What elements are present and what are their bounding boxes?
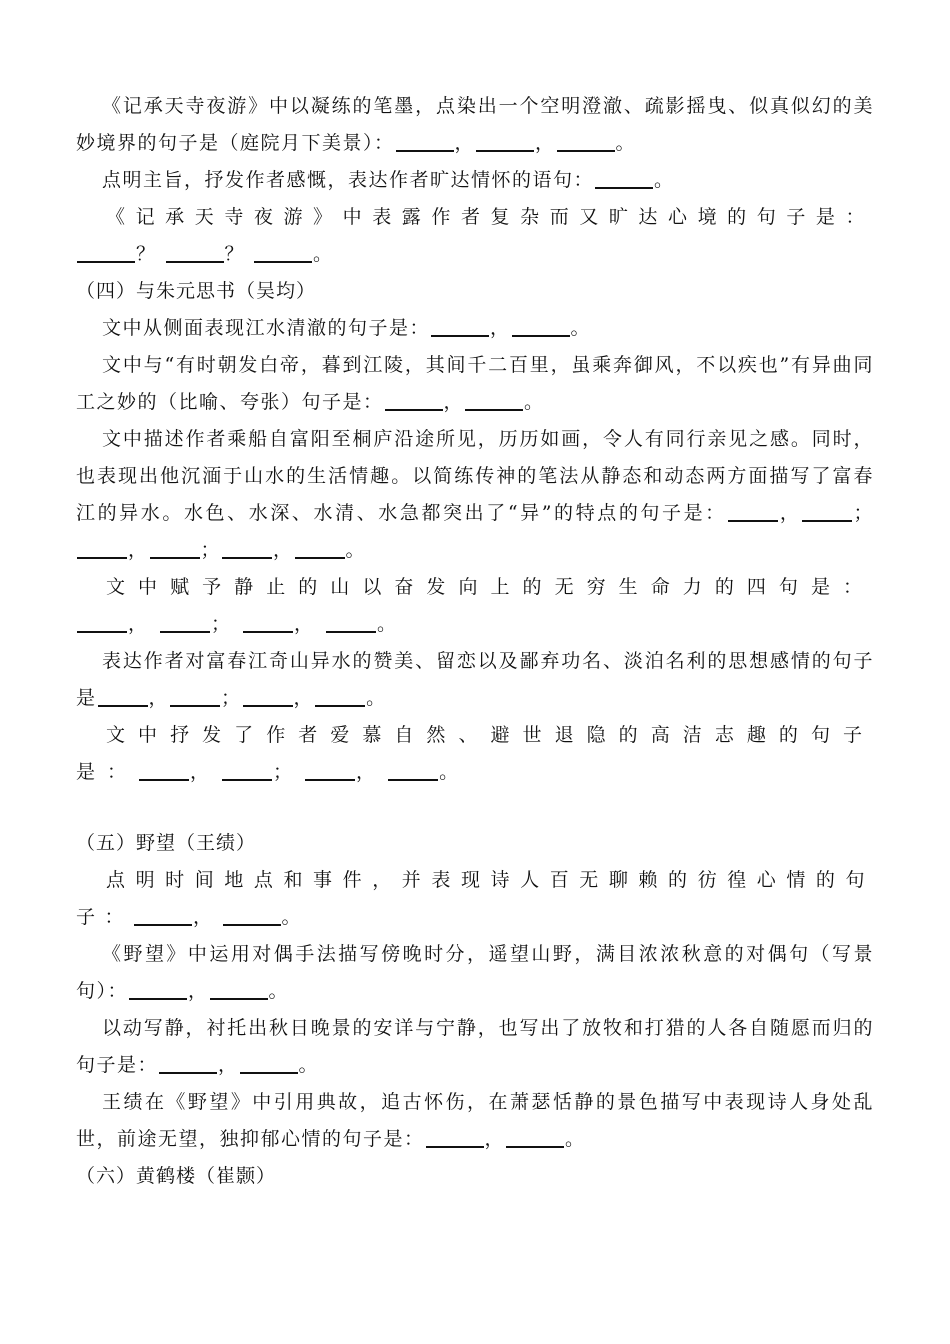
- question-text: 文中抒发了作者爱慕自然、避世退隐的高洁志趣的句子是：: [76, 724, 874, 783]
- question-text: 文中从侧面表现江水清澈的句子是：: [102, 317, 431, 339]
- answer-blank[interactable]: [295, 538, 345, 559]
- question-paragraph: 文中抒发了作者爱慕自然、避世退隐的高洁志趣的句子是： ， ； ， 。: [76, 724, 874, 783]
- question-text: 文中与“有时朝发白帝，暮到江陵，其间千二百里，虽乘奔御风，不以疾也”有异曲同工之妙的（比喻、夸张）句子是：: [76, 354, 874, 413]
- question-text: 文中描述作者乘船自富阳至桐庐沿途所见，历历如画，令人有同行亲见之感。同时，也表现出他沉湎于山水的生活情趣。以简练传神的笔法从静态和动态两方面描写了富春江的异水。水色、水深、水清、水急都突出了“异”的特点的句子是：: [76, 428, 874, 524]
- question-paragraph: 《记承天寺夜游》中以凝练的笔墨，点染出一个空明澄澈、疏影摇曳、似真似幻的美妙境界的句子是（庭院月下美景）： ， ， 。: [76, 95, 874, 154]
- answer-blank[interactable]: [305, 760, 355, 781]
- answer-blank[interactable]: [476, 131, 534, 152]
- question-paragraph: 文中从侧面表现江水清澈的句子是： ， 。: [102, 317, 592, 339]
- answer-blank[interactable]: [512, 316, 570, 337]
- question-paragraph: 文中描述作者乘船自富阳至桐庐沿途所见，历历如画，令人有同行亲见之感。同时，也表现出他沉湎于山水的生活情趣。以简练传神的笔法从静态和动态两方面描写了富春江的异水。水色、水深、水清、水急都突出了“异”的特点的句子是： ， ；， ； ， 。: [76, 428, 874, 561]
- answer-blank[interactable]: [243, 686, 293, 707]
- answer-blank[interactable]: [326, 612, 376, 633]
- answer-blank[interactable]: [728, 501, 778, 522]
- question-paragraph: 表达作者对富春江奇山异水的赞美、留恋以及鄙弃功名、淡泊名利的思想感情的句子是 ， ； ， 。: [76, 650, 874, 709]
- question-paragraph: 点明时间地点和事件，并表现诗人百无聊赖的彷徨心情的句子： ， 。: [76, 869, 874, 928]
- answer-blank[interactable]: [77, 612, 127, 633]
- answer-blank[interactable]: [595, 168, 653, 189]
- answer-blank[interactable]: [210, 979, 268, 1000]
- answer-blank[interactable]: [129, 979, 187, 1000]
- answer-blank[interactable]: [134, 905, 192, 926]
- answer-blank[interactable]: [240, 1053, 298, 1074]
- question-text: 文中赋予静止的山以奋发向上的无穷生命力的四句是：: [106, 576, 874, 598]
- question-text: 《记承天寺夜游》中以凝练的笔墨，点染出一个空明澄澈、疏影摇曳、似真似幻的美妙境界的句子是（庭院月下美景）：: [76, 95, 874, 154]
- answer-blank[interactable]: [388, 760, 438, 781]
- question-text: 以动写静，衬托出秋日晚景的安详与宁静，也写出了放牧和打猎的人各自随愿而归的句子是：: [76, 1017, 874, 1076]
- question-paragraph: 文中赋予静止的山以奋发向上的无穷生命力的四句是：， ； ， 。: [76, 569, 874, 643]
- question-text: 《记承天寺夜游》中表露作者复杂而又旷达心境的句子是：: [106, 206, 874, 228]
- answer-blank[interactable]: [396, 131, 454, 152]
- section-heading: （五）野望（王绩）: [76, 832, 257, 854]
- answer-blank[interactable]: [166, 242, 224, 263]
- answer-blank[interactable]: [77, 242, 135, 263]
- question-paragraph: 文中与“有时朝发白帝，暮到江陵，其间千二百里，虽乘奔御风，不以疾也”有异曲同工之妙的（比喻、夸张）句子是： ， 。: [76, 354, 874, 413]
- answer-blank[interactable]: [315, 686, 365, 707]
- answer-blank[interactable]: [254, 242, 312, 263]
- answer-blank[interactable]: [426, 1127, 484, 1148]
- question-text: 点明主旨，抒发作者感慨，表达作者旷达情怀的语句：: [102, 169, 595, 191]
- question-text: 王绩在《野望》中引用典故，追古怀伤，在萧瑟恬静的景色描写中表现诗人身处乱世，前途无望，独抑郁心情的句子是：: [76, 1091, 874, 1150]
- question-paragraph: 以动写静，衬托出秋日晚景的安详与宁静，也写出了放牧和打猎的人各自随愿而归的句子是： ， 。: [76, 1017, 874, 1076]
- worksheet-page: [76, 88, 874, 1195]
- answer-blank[interactable]: [222, 538, 272, 559]
- section-heading: （四）与朱元思书（吴均）: [76, 280, 317, 302]
- answer-blank[interactable]: [150, 538, 200, 559]
- answer-blank[interactable]: [139, 760, 189, 781]
- answer-blank[interactable]: [77, 538, 127, 559]
- question-paragraph: 王绩在《野望》中引用典故，追古怀伤，在萧瑟恬静的景色描写中表现诗人身处乱世，前途无望，独抑郁心情的句子是： ， 。: [76, 1091, 874, 1150]
- question-paragraph: 《记承天寺夜游》中表露作者复杂而又旷达心境的句子是：？ ？ 。: [76, 199, 874, 273]
- question-paragraph: 《野望》中运用对偶手法描写傍晚时分，遥望山野，满目浓浓秋意的对偶句（写景句）： ， 。: [76, 943, 874, 1002]
- question-paragraph: 点明主旨，抒发作者感慨，表达作者旷达情怀的语句： 。: [102, 169, 675, 191]
- answer-blank[interactable]: [243, 612, 293, 633]
- answer-blank[interactable]: [431, 316, 489, 337]
- answer-blank[interactable]: [98, 686, 148, 707]
- answer-blank[interactable]: [802, 501, 852, 522]
- question-text: 《野望》中运用对偶手法描写傍晚时分，遥望山野，满目浓浓秋意的对偶句（写景句）：: [76, 943, 874, 1002]
- answer-blank[interactable]: [160, 612, 210, 633]
- answer-blank[interactable]: [506, 1127, 564, 1148]
- answer-blank[interactable]: [159, 1053, 217, 1074]
- answer-blank[interactable]: [222, 760, 272, 781]
- answer-blank[interactable]: [465, 390, 523, 411]
- section-heading: （六）黄鹤楼（崔颢）: [76, 1165, 277, 1187]
- answer-blank[interactable]: [385, 390, 443, 411]
- answer-blank[interactable]: [223, 905, 281, 926]
- question-text: 表达作者对富春江奇山异水的赞美、留恋以及鄙弃功名、淡泊名利的思想感情的句子是: [76, 650, 874, 709]
- answer-blank[interactable]: [557, 131, 615, 152]
- question-text: 点明时间地点和事件，并表现诗人百无聊赖的彷徨心情的句子：: [76, 869, 874, 928]
- answer-blank[interactable]: [170, 686, 220, 707]
- spacer: [76, 791, 874, 825]
